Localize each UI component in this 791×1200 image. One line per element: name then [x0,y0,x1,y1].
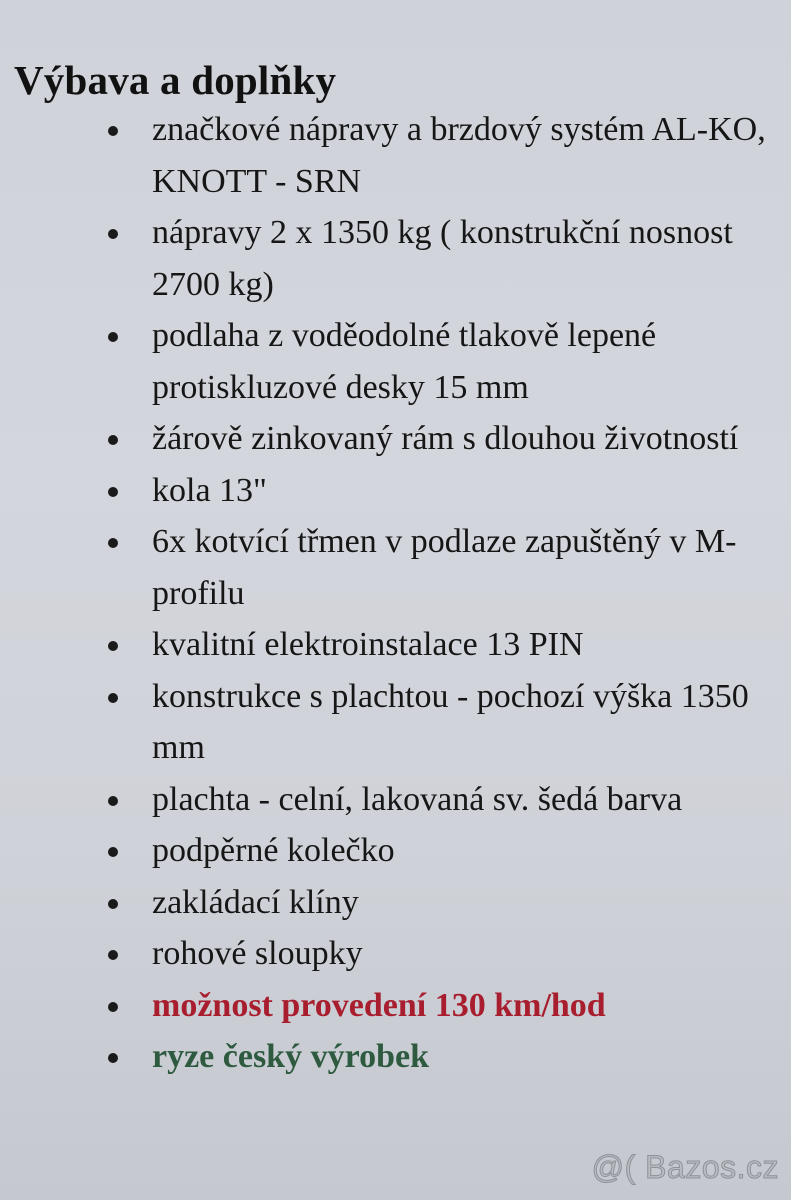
list-item [0,516,791,619]
list-item-text: kvalitní elektroinstalace 13 PIN [152,626,584,663]
list-item [0,310,791,413]
bullet-icon [108,487,118,497]
bullet-icon [108,641,118,651]
bullet-icon [108,950,118,960]
list-item [0,671,791,774]
list-item-text: značkové nápravy a brzdový systém AL-KO, KNOTT - SRN [152,111,766,200]
bullet-icon [108,1053,118,1063]
equipment-list [0,104,791,1083]
list-item [0,619,791,671]
list-item [0,928,791,980]
list-item [0,825,791,877]
list-item-text: zakládací klíny [152,883,359,921]
bullet-icon [108,126,118,136]
list-item-highlight-speed [0,980,791,1032]
list-item-text: podlaha z voděodolné tlakově lepené protiskluzové desky 15 mm [152,317,657,406]
bullet-icon [108,435,118,445]
list-item [0,207,791,310]
list-item-text: rohové sloupky [152,935,363,972]
bullet-icon [108,899,118,909]
list-item [0,774,791,826]
list-item-text: konstrukce s plachtou - pochozí výška 1350 mm [152,677,749,766]
bullet-icon [108,538,118,548]
bullet-icon [108,332,118,342]
list-item [0,465,791,517]
bullet-icon [108,796,118,806]
list-item-text: podpěrné kolečko [152,832,395,869]
bullet-icon [108,1002,118,1012]
list-item-text: ryze český výrobek [152,1038,429,1075]
list-item-text: možnost provedení 130 km/hod [152,986,606,1024]
section-title: Výbava a doplňky [14,57,337,103]
list-item-text: 6x kotvící třmen v podlaze zapuštěný v M-profilu [152,523,737,612]
bullet-icon [108,693,118,703]
bullet-icon [108,847,118,857]
bazos-watermark: @( Bazos.cz [591,1149,779,1185]
list-item-text: žárově zinkovaný rám s dlouhou životností [152,420,739,457]
list-item-highlight-origin [0,1031,791,1083]
list-item [0,877,791,929]
list-item [0,104,791,207]
list-item-text: nápravy 2 x 1350 kg ( konstrukční nosnost 2700 kg) [152,214,733,303]
list-item-text: plachta - celní, lakovaná sv. šedá barva [152,780,683,818]
list-item-text: kola 13" [152,471,267,509]
list-item [0,413,791,465]
bullet-icon [108,229,118,239]
